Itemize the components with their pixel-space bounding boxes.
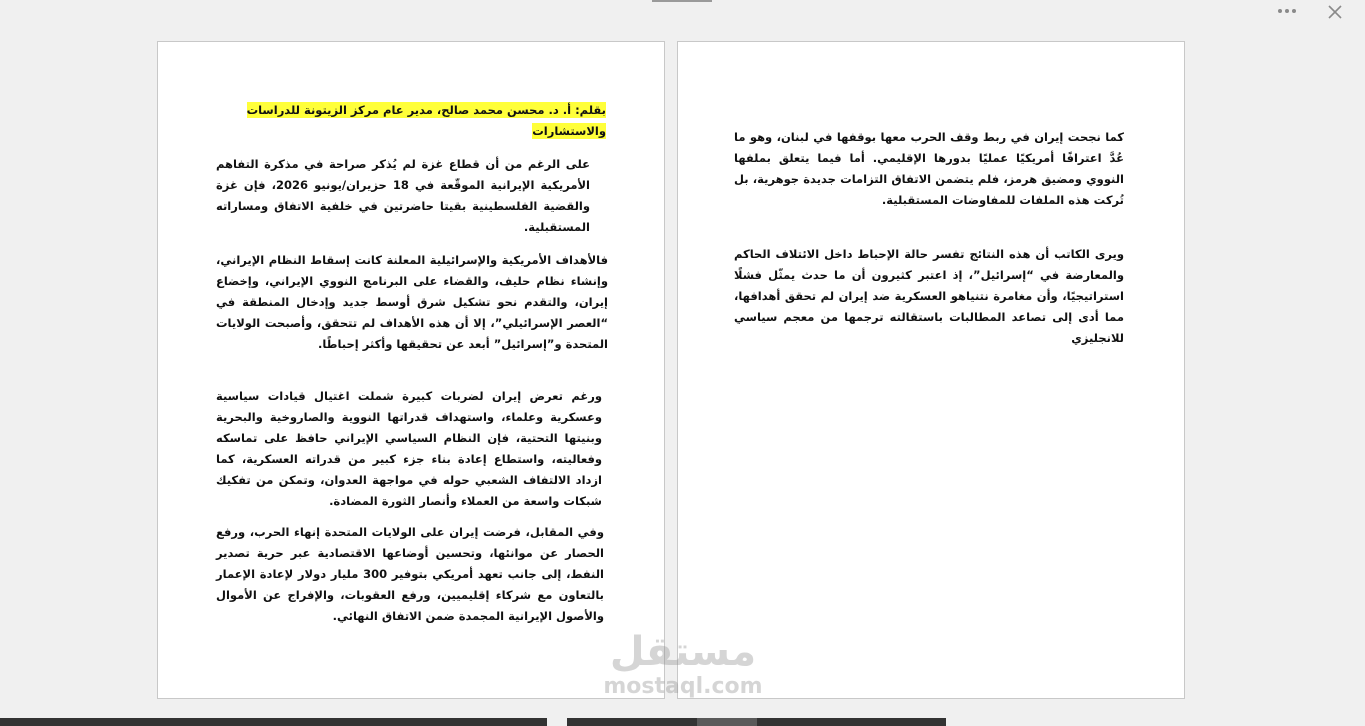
watermark-latin: mostaql.com bbox=[603, 674, 763, 699]
tab-indicator bbox=[652, 0, 712, 2]
document-page-1 bbox=[157, 41, 665, 699]
taskbar-gap bbox=[547, 718, 567, 726]
paragraph: ورغم تعرض إيران لضربات كبيرة شملت اغتيال قيادات سياسية وعسكرية وعلماء، واستهداف قدراتها النووية والصاروخية والبحرية وبنيتها التحتية، فإن النظام السياسي الإيراني حافظ على تماسكه وفعاليته، واستطاع إعادة بناء جزء كبير من قدراته العسكرية، كما ازداد الالتفاف الشعبي حوله في مواجهة العدوان، وتمكن من تفكيك شبكات واسعة من العملاء وأنصار الثورة المضادة. bbox=[216, 389, 602, 508]
paragraph: على الرغم من أن قطاع غزة لم يُذكر صراحة في مذكرة التفاهم الأمريكية الإيرانية الموقّعة في 18 حزيران/يونيو 2026، فإن غزة والقضية الفلسطينية بقيتا حاضرتين في خلفية الاتفاق ومساراته المستقبلية. bbox=[216, 157, 590, 234]
watermark-arabic: مستقل bbox=[609, 629, 757, 675]
paragraph: ويرى الكاتب أن هذه النتائج تفسر حالة الإحباط داخل الائتلاف الحاكم والمعارضة في “إسرائيل”، إذ اعتبر كثيرون أن ما حدث يمثّل فشلًا استراتيجيًا، وأن مغامرة نتنياهو العسكرية ضد إيران لم تحقق أهدافها، مما أدى إلى تصاعد المطالبات باستقالته ترجمها من معجم سياسي للانجليزي bbox=[734, 247, 1124, 345]
paragraph: كما نجحت إيران في ربط وقف الحرب معها بوقفها في لبنان، وهو ما عُدَّ اعترافًا أمريكيًا عمليًا بدورها الإقليمي. أما فيما يتعلق بملفها النووي ومضيق هرمز، فلم يتضمن الاتفاق التزامات جديدة جوهرية، بل تُركت هذه الملفات للمفاوضات المستقبلية. bbox=[734, 130, 1124, 207]
viewer-toolbar bbox=[0, 0, 1365, 24]
close-icon[interactable] bbox=[1325, 2, 1345, 22]
paragraph: وفي المقابل، فرضت إيران على الولايات المتحدة إنهاء الحرب، ورفع الحصار عن موانئها، وتحسين أوضاعها الاقتصادية عبر حرية تصدير النفط، إلى جانب تعهد أمريكي بتوفير 300 مليار دولار لإعادة الإعمار بالتعاون مع شركاء إقليميين، ورفع العقوبات، والإفراج عن الأموال والأصول الإيرانية المجمدة ضمن الاتفاق النهائي. bbox=[216, 525, 604, 623]
document-page-2 bbox=[677, 41, 1185, 699]
taskbar-gap bbox=[946, 718, 1365, 726]
author-byline: بقلم: أ. د. محسن محمد صالح، مدير عام مركز الزيتونة للدراسات والاستشارات bbox=[246, 103, 606, 138]
taskbar-active-item[interactable] bbox=[697, 718, 757, 726]
paragraph: فالأهداف الأمريكية والإسرائيلية المعلنة كانت إسقاط النظام الإيراني، وإنشاء نظام حليف، والقضاء على البرنامج النووي الإيراني، وإخضاع إيران، والتقدم نحو تشكيل شرق أوسط جديد وإدخال المنطقة في “العصر الإسرائيلي”، إلا أن هذه الأهداف لم تتحقق، وأصبحت الولايات المتحدة و”إسرائيل” أبعد عن تحقيقها وأكثر إحباطًا. bbox=[216, 253, 608, 351]
more-horizontal-icon[interactable] bbox=[1276, 2, 1298, 20]
